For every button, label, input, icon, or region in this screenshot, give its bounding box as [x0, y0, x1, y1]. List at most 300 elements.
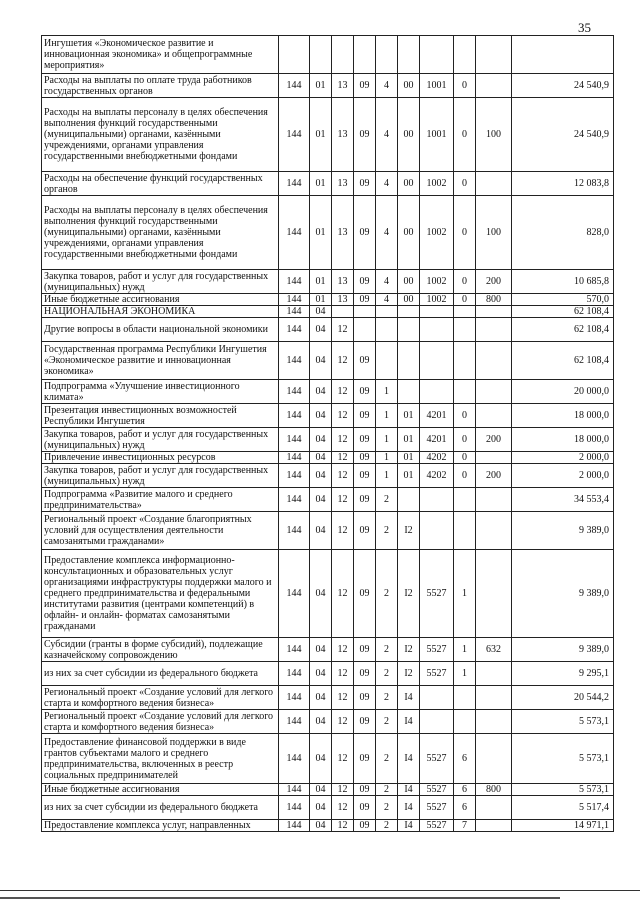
code-cell: 00 — [398, 74, 420, 98]
code-cell: 144 — [279, 404, 310, 428]
code-cell — [376, 342, 398, 380]
code-cell — [454, 380, 476, 404]
code-cell: 09 — [354, 342, 376, 380]
code-cell: 04 — [310, 342, 332, 380]
amount-cell: 24 540,9 — [512, 98, 614, 172]
amount-cell: 12 083,8 — [512, 172, 614, 196]
code-cell: 00 — [398, 196, 420, 270]
table-row — [42, 380, 614, 404]
code-cell: 13 — [332, 196, 354, 270]
code-cell: 1 — [376, 464, 398, 488]
row-name: Закупка товаров, работ и услуг для государственных (муниципальных) нужд — [42, 464, 279, 488]
code-cell: 01 — [310, 98, 332, 172]
code-cell — [310, 36, 332, 74]
code-cell: 01 — [310, 270, 332, 294]
code-cell: 144 — [279, 452, 310, 464]
code-cell: 6 — [454, 734, 476, 784]
code-cell: 2 — [376, 686, 398, 710]
code-cell — [476, 734, 512, 784]
code-cell: 04 — [310, 464, 332, 488]
row-name: Иные бюджетные ассигнования — [42, 294, 279, 306]
table-row — [42, 342, 614, 380]
table-row — [42, 662, 614, 686]
code-cell: 09 — [354, 452, 376, 464]
code-cell: I4 — [398, 784, 420, 796]
code-cell: 12 — [332, 318, 354, 342]
code-cell: 09 — [354, 270, 376, 294]
code-cell: 0 — [454, 270, 476, 294]
code-cell: 200 — [476, 428, 512, 452]
amount-cell: 18 000,0 — [512, 404, 614, 428]
code-cell — [476, 686, 512, 710]
code-cell: 09 — [354, 512, 376, 550]
code-cell — [420, 342, 454, 380]
code-cell: 4 — [376, 74, 398, 98]
code-cell: 144 — [279, 710, 310, 734]
code-cell — [476, 452, 512, 464]
amount-cell: 14 971,1 — [512, 820, 614, 832]
code-cell: 2 — [376, 784, 398, 796]
code-cell: 0 — [454, 464, 476, 488]
code-cell: 5527 — [420, 734, 454, 784]
code-cell: 0 — [454, 404, 476, 428]
amount-cell: 20 544,2 — [512, 686, 614, 710]
code-cell: 09 — [354, 796, 376, 820]
code-cell: 04 — [310, 550, 332, 638]
code-cell: 04 — [310, 820, 332, 832]
code-cell: 0 — [454, 294, 476, 306]
amount-cell: 20 000,0 — [512, 380, 614, 404]
amount-cell: 5 573,1 — [512, 734, 614, 784]
code-cell: 12 — [332, 784, 354, 796]
amount-cell: 5 573,1 — [512, 710, 614, 734]
amount-cell: 9 389,0 — [512, 638, 614, 662]
code-cell: 4 — [376, 294, 398, 306]
code-cell: 2 — [376, 796, 398, 820]
code-cell: 2 — [376, 638, 398, 662]
code-cell — [476, 404, 512, 428]
code-cell: 12 — [332, 452, 354, 464]
code-cell: 01 — [398, 452, 420, 464]
budget-table — [41, 35, 614, 832]
code-cell: 6 — [454, 796, 476, 820]
row-name: Расходы на выплаты персоналу в целях обеспечения выполнения функций государственными (муниципальными) органами, казёнными учреждениями, органами управления государственными внебюджетными фондами — [42, 196, 279, 270]
code-cell: 01 — [398, 464, 420, 488]
code-cell: 4 — [376, 196, 398, 270]
code-cell — [454, 488, 476, 512]
code-cell — [398, 488, 420, 512]
table-row — [42, 74, 614, 98]
code-cell: 1 — [454, 550, 476, 638]
row-name: Расходы на выплаты по оплате труда работников государственных органов — [42, 74, 279, 98]
code-cell: 144 — [279, 74, 310, 98]
table-row — [42, 98, 614, 172]
code-cell — [420, 686, 454, 710]
code-cell: 04 — [310, 452, 332, 464]
code-cell: 09 — [354, 464, 376, 488]
code-cell — [476, 710, 512, 734]
code-cell — [279, 36, 310, 74]
amount-cell — [512, 36, 614, 74]
code-cell: 04 — [310, 686, 332, 710]
amount-cell: 18 000,0 — [512, 428, 614, 452]
row-name: Предоставление комплекса услуг, направленных — [42, 820, 279, 832]
table-row — [42, 196, 614, 270]
code-cell: I4 — [398, 796, 420, 820]
code-cell: 144 — [279, 784, 310, 796]
code-cell — [476, 318, 512, 342]
code-cell: 00 — [398, 172, 420, 196]
code-cell: I4 — [398, 734, 420, 784]
row-name: из них за счет субсидии из федерального бюджета — [42, 662, 279, 686]
table-row — [42, 428, 614, 452]
code-cell: 12 — [332, 734, 354, 784]
code-cell: 7 — [454, 820, 476, 832]
code-cell: 4201 — [420, 404, 454, 428]
table-row — [42, 488, 614, 512]
code-cell — [398, 306, 420, 318]
code-cell — [332, 306, 354, 318]
code-cell: 09 — [354, 294, 376, 306]
code-cell: 5527 — [420, 796, 454, 820]
table-row — [42, 318, 614, 342]
code-cell: 144 — [279, 98, 310, 172]
code-cell: 09 — [354, 172, 376, 196]
code-cell — [476, 36, 512, 74]
row-name: из них за счет субсидии из федерального бюджета — [42, 796, 279, 820]
code-cell: 09 — [354, 784, 376, 796]
table-row — [42, 294, 614, 306]
code-cell: 04 — [310, 796, 332, 820]
row-name: Презентация инвестиционных возможностей Республики Ингушетия — [42, 404, 279, 428]
code-cell — [420, 36, 454, 74]
code-cell — [476, 306, 512, 318]
code-cell: I2 — [398, 550, 420, 638]
code-cell — [454, 710, 476, 734]
code-cell: 4 — [376, 172, 398, 196]
row-name: Подпрограмма «Улучшение инвестиционного климата» — [42, 380, 279, 404]
code-cell: 200 — [476, 270, 512, 294]
amount-cell: 5 573,1 — [512, 784, 614, 796]
table-row — [42, 172, 614, 196]
code-cell: 09 — [354, 196, 376, 270]
page-bottom-rule — [0, 890, 640, 891]
code-cell: 4 — [376, 98, 398, 172]
amount-cell: 570,0 — [512, 294, 614, 306]
amount-cell: 828,0 — [512, 196, 614, 270]
code-cell: 1 — [376, 452, 398, 464]
row-name: Региональный проект «Создание условий для легкого старта и комфортного ведения бизнеса» — [42, 710, 279, 734]
table-row — [42, 464, 614, 488]
row-name: Закупка товаров, работ и услуг для государственных (муниципальных) нужд — [42, 428, 279, 452]
code-cell — [420, 488, 454, 512]
amount-cell: 34 553,4 — [512, 488, 614, 512]
code-cell: 12 — [332, 796, 354, 820]
code-cell: 100 — [476, 98, 512, 172]
code-cell — [454, 512, 476, 550]
amount-cell: 9 389,0 — [512, 512, 614, 550]
row-name: Предоставление комплекса информационно-консультационных и образовательных услуг организациями инфраструктуры поддержки малого и среднего предпринимательства и федеральными институтами развития (центрами компетенций) в офлайн- и онлайн- форматах самозанятыми гражданами — [42, 550, 279, 638]
code-cell: 12 — [332, 464, 354, 488]
row-name: Субсидии (гранты в форме субсидий), подлежащие казначейскому сопровождению — [42, 638, 279, 662]
code-cell: 144 — [279, 270, 310, 294]
code-cell: 1 — [376, 404, 398, 428]
code-cell: 2 — [376, 488, 398, 512]
code-cell: 13 — [332, 294, 354, 306]
row-name: Региональный проект «Создание благоприятных условий для осуществления деятельности самозанятыми гражданами» — [42, 512, 279, 550]
code-cell — [398, 318, 420, 342]
table-row — [42, 452, 614, 464]
code-cell: 04 — [310, 784, 332, 796]
code-cell: 04 — [310, 306, 332, 318]
code-cell — [454, 342, 476, 380]
code-cell: 5527 — [420, 550, 454, 638]
code-cell: 144 — [279, 686, 310, 710]
code-cell: 4202 — [420, 452, 454, 464]
code-cell: 13 — [332, 270, 354, 294]
code-cell: 12 — [332, 550, 354, 638]
code-cell: 2 — [376, 512, 398, 550]
code-cell: 1 — [376, 428, 398, 452]
code-cell: 144 — [279, 306, 310, 318]
code-cell: 632 — [476, 638, 512, 662]
amount-cell: 2 000,0 — [512, 452, 614, 464]
code-cell: 12 — [332, 342, 354, 380]
code-cell: 09 — [354, 734, 376, 784]
code-cell: 04 — [310, 318, 332, 342]
code-cell: 00 — [398, 98, 420, 172]
code-cell: 1002 — [420, 294, 454, 306]
code-cell: 12 — [332, 380, 354, 404]
code-cell: 200 — [476, 464, 512, 488]
code-cell: 0 — [454, 172, 476, 196]
code-cell — [354, 318, 376, 342]
code-cell: 144 — [279, 342, 310, 380]
code-cell — [476, 342, 512, 380]
amount-cell: 62 108,4 — [512, 342, 614, 380]
code-cell: 144 — [279, 428, 310, 452]
code-cell: 1001 — [420, 98, 454, 172]
code-cell: 1001 — [420, 74, 454, 98]
code-cell: 144 — [279, 488, 310, 512]
code-cell — [476, 662, 512, 686]
code-cell: 4 — [376, 270, 398, 294]
code-cell: 01 — [398, 428, 420, 452]
code-cell: 2 — [376, 710, 398, 734]
code-cell — [476, 380, 512, 404]
code-cell — [454, 686, 476, 710]
code-cell — [376, 306, 398, 318]
code-cell: 09 — [354, 380, 376, 404]
code-cell: 01 — [310, 74, 332, 98]
code-cell: 04 — [310, 734, 332, 784]
table-row — [42, 306, 614, 318]
code-cell: 144 — [279, 196, 310, 270]
code-cell: 0 — [454, 452, 476, 464]
code-cell: 04 — [310, 662, 332, 686]
code-cell: 1 — [454, 638, 476, 662]
code-cell — [476, 796, 512, 820]
table-row — [42, 404, 614, 428]
code-cell: 2 — [376, 662, 398, 686]
code-cell: 09 — [354, 550, 376, 638]
code-cell: 04 — [310, 512, 332, 550]
code-cell: 144 — [279, 512, 310, 550]
code-cell: 5527 — [420, 638, 454, 662]
code-cell: I2 — [398, 662, 420, 686]
row-name: Закупка товаров, работ и услуг для государственных (муниципальных) нужд — [42, 270, 279, 294]
code-cell — [398, 36, 420, 74]
code-cell: 0 — [454, 428, 476, 452]
code-cell: 09 — [354, 428, 376, 452]
code-cell: 01 — [310, 196, 332, 270]
code-cell: 144 — [279, 550, 310, 638]
code-cell: 144 — [279, 796, 310, 820]
code-cell: 0 — [454, 196, 476, 270]
code-cell: 09 — [354, 404, 376, 428]
code-cell: 144 — [279, 380, 310, 404]
code-cell: 1 — [376, 380, 398, 404]
code-cell: I4 — [398, 710, 420, 734]
code-cell: 09 — [354, 686, 376, 710]
table-row — [42, 36, 614, 74]
code-cell: 09 — [354, 710, 376, 734]
code-cell — [376, 36, 398, 74]
code-cell: I4 — [398, 820, 420, 832]
code-cell: 09 — [354, 98, 376, 172]
row-name: Ингушетия «Экономическое развитие и инновационная экономика» и общепрограммные мероприятия» — [42, 36, 279, 74]
amount-cell: 9 295,1 — [512, 662, 614, 686]
code-cell — [420, 512, 454, 550]
code-cell — [420, 380, 454, 404]
code-cell: 00 — [398, 270, 420, 294]
code-cell: 01 — [398, 404, 420, 428]
code-cell: 12 — [332, 638, 354, 662]
code-cell — [398, 342, 420, 380]
code-cell: I4 — [398, 686, 420, 710]
code-cell: 800 — [476, 784, 512, 796]
code-cell: 5527 — [420, 784, 454, 796]
code-cell — [376, 318, 398, 342]
row-name: НАЦИОНАЛЬНАЯ ЭКОНОМИКА — [42, 306, 279, 318]
amount-cell: 9 389,0 — [512, 550, 614, 638]
row-name: Иные бюджетные ассигнования — [42, 784, 279, 796]
code-cell: 2 — [376, 550, 398, 638]
code-cell: 04 — [310, 488, 332, 512]
row-name: Предоставление финансовой поддержки в виде грантов субъектами малого и среднего предпринимательства, включенных в реестр социальных предпринимателей — [42, 734, 279, 784]
code-cell: 6 — [454, 784, 476, 796]
row-name: Расходы на обеспечение функций государственных органов — [42, 172, 279, 196]
code-cell: 12 — [332, 710, 354, 734]
code-cell — [476, 550, 512, 638]
amount-cell: 10 685,8 — [512, 270, 614, 294]
code-cell: 144 — [279, 820, 310, 832]
row-name: Региональный проект «Создание условий для легкого старта и комфортного ведения бизнеса» — [42, 686, 279, 710]
code-cell: I2 — [398, 638, 420, 662]
amount-cell: 24 540,9 — [512, 74, 614, 98]
code-cell — [476, 74, 512, 98]
code-cell: 09 — [354, 662, 376, 686]
table-row — [42, 512, 614, 550]
code-cell: 09 — [354, 488, 376, 512]
code-cell: 01 — [310, 172, 332, 196]
code-cell: 09 — [354, 74, 376, 98]
code-cell — [420, 318, 454, 342]
code-cell: 5527 — [420, 820, 454, 832]
code-cell: 04 — [310, 710, 332, 734]
code-cell: 12 — [332, 820, 354, 832]
code-cell: 04 — [310, 638, 332, 662]
row-name: Привлечение инвестиционных ресурсов — [42, 452, 279, 464]
code-cell: 12 — [332, 428, 354, 452]
code-cell: 2 — [376, 734, 398, 784]
code-cell: I2 — [398, 512, 420, 550]
code-cell — [354, 36, 376, 74]
code-cell — [476, 172, 512, 196]
code-cell: 144 — [279, 734, 310, 784]
code-cell: 1002 — [420, 196, 454, 270]
row-name: Расходы на выплаты персоналу в целях обеспечения выполнения функций государственными (муниципальными) органами, казёнными учреждениями, органами управления государственными внебюджетными фондами — [42, 98, 279, 172]
code-cell: 12 — [332, 662, 354, 686]
code-cell: 1002 — [420, 270, 454, 294]
code-cell: 09 — [354, 820, 376, 832]
page-bottom-edge — [0, 897, 560, 899]
code-cell: 00 — [398, 294, 420, 306]
code-cell: 12 — [332, 404, 354, 428]
code-cell: 0 — [454, 98, 476, 172]
table-row — [42, 270, 614, 294]
amount-cell: 2 000,0 — [512, 464, 614, 488]
code-cell: 144 — [279, 318, 310, 342]
code-cell: 09 — [354, 638, 376, 662]
code-cell: 13 — [332, 74, 354, 98]
code-cell — [420, 710, 454, 734]
code-cell — [354, 306, 376, 318]
code-cell: 4201 — [420, 428, 454, 452]
code-cell: 12 — [332, 488, 354, 512]
code-cell — [476, 488, 512, 512]
table-row — [42, 796, 614, 820]
code-cell: 800 — [476, 294, 512, 306]
code-cell: 0 — [454, 74, 476, 98]
code-cell: 1002 — [420, 172, 454, 196]
code-cell: 04 — [310, 428, 332, 452]
code-cell — [332, 36, 354, 74]
code-cell: 13 — [332, 172, 354, 196]
table-row — [42, 734, 614, 784]
code-cell: 144 — [279, 464, 310, 488]
code-cell: 4202 — [420, 464, 454, 488]
code-cell: 04 — [310, 404, 332, 428]
code-cell: 12 — [332, 512, 354, 550]
code-cell — [476, 820, 512, 832]
code-cell: 1 — [454, 662, 476, 686]
code-cell: 13 — [332, 98, 354, 172]
code-cell: 144 — [279, 294, 310, 306]
code-cell: 2 — [376, 820, 398, 832]
row-name: Государственная программа Республики Ингушетия «Экономическое развитие и инновационная экономика» — [42, 342, 279, 380]
page-number: 35 — [578, 20, 591, 35]
code-cell — [454, 36, 476, 74]
table-row — [42, 710, 614, 734]
code-cell — [476, 512, 512, 550]
table-row — [42, 638, 614, 662]
code-cell — [454, 318, 476, 342]
code-cell: 12 — [332, 686, 354, 710]
code-cell: 144 — [279, 172, 310, 196]
code-cell — [398, 380, 420, 404]
amount-cell: 62 108,4 — [512, 318, 614, 342]
